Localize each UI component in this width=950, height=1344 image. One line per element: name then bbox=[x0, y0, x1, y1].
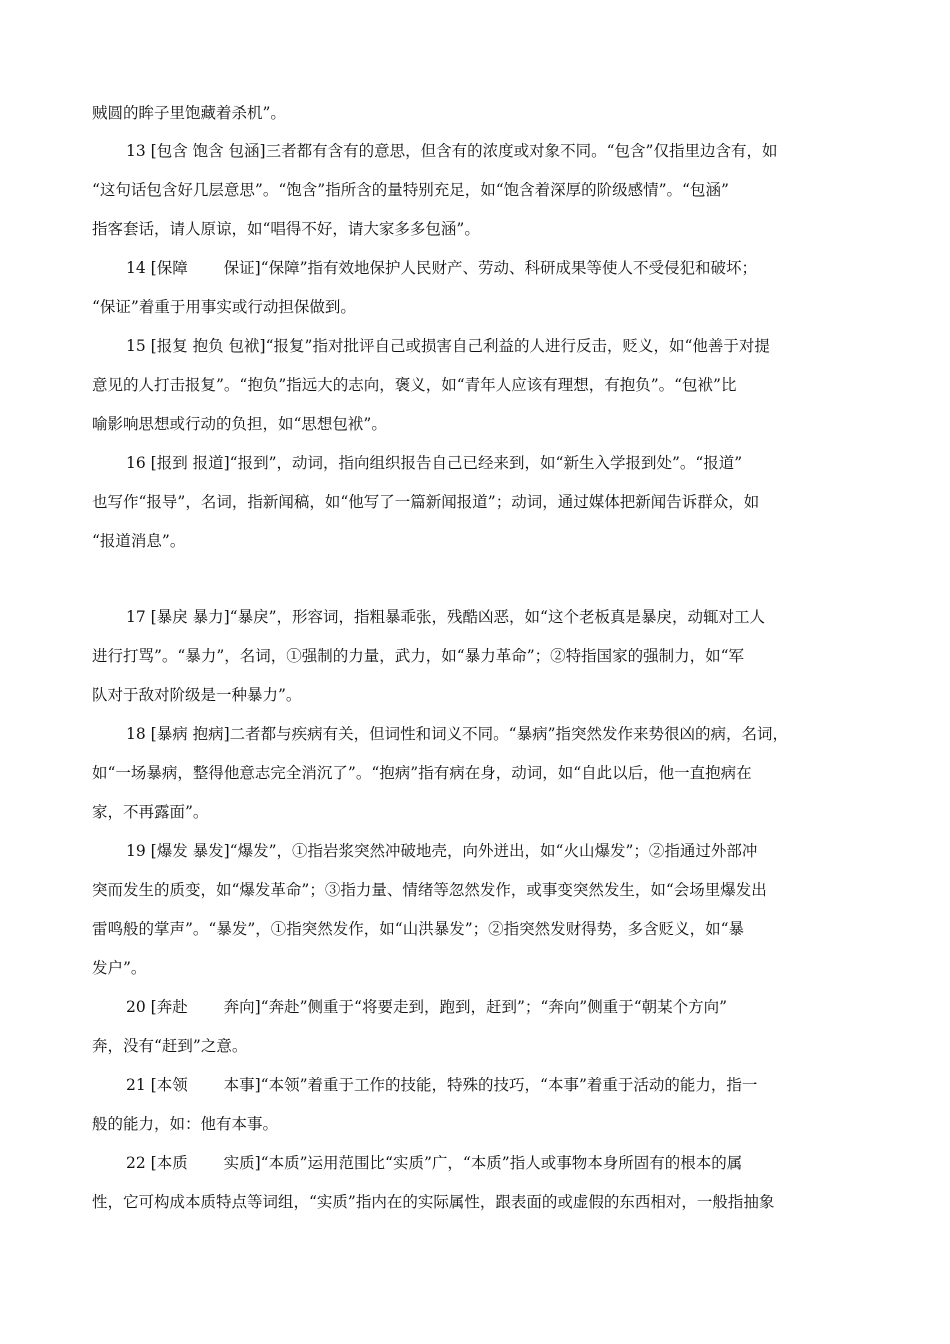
text-line: 进行打骂”。“暴力”，名词，①强制的力量，武力，如“暴力革命”；②特指国家的强制力，如“军 bbox=[92, 647, 745, 665]
text-line: 16 [报到 报道]“报到”，动词，指向组织报告自己已经来到，如“新生入学报到处”。“报道” bbox=[126, 454, 743, 472]
text-line: 15 [报复 抱负 包袱]“报复”指对批评自己或损害自己利益的人进行反击，贬义，如“他善于对提 bbox=[126, 337, 770, 355]
text-line: 17 [暴戾 暴力]“暴戾”，形容词，指粗暴乖张，残酷凶恶，如“这个老板真是暴戾，动辄对工人 bbox=[126, 608, 765, 626]
text-line: 发户”。 bbox=[92, 959, 147, 977]
text-line: 如“一场暴病，整得他意志完全消沉了”。“抱病”指有病在身，动词，如“自此以后，他一直抱病在 bbox=[92, 764, 752, 782]
text-line: 14 [保障 保证]“保障”指有效地保护人民财产、劳动、科研成果等使人不受侵犯和破坏； bbox=[126, 259, 758, 277]
text-line: 21 [本领 本事]“本领”着重于工作的技能，特殊的技巧，“本事”着重于活动的能力，指一 bbox=[126, 1076, 758, 1094]
text-line: 性，它可构成本质特点等词组，“实质”指内在的实际属性，跟表面的或虚假的东西相对，一般指抽象 bbox=[92, 1193, 775, 1211]
text-line: 奔，没有“赶到”之意。 bbox=[92, 1037, 248, 1055]
text-line: 家，不再露面”。 bbox=[92, 803, 209, 821]
text-line: 20 [奔赴 奔向]“奔赴”侧重于“将要走到，跑到，赶到”；“奔向”侧重于“朝某个方向” bbox=[126, 998, 728, 1016]
text-line: 19 [爆发 暴发]“爆发”，①指岩浆突然冲破地壳，向外迸出，如“火山爆发”；②指通过外部冲 bbox=[126, 842, 758, 860]
text-line: “保证”着重于用事实或行动担保做到。 bbox=[92, 298, 356, 316]
text-line: “报道消息”。 bbox=[92, 532, 186, 550]
text-line: 22 [本质 实质]“本质”运用范围比“实质”广，“本质”指人或事物本身所固有的根本的属 bbox=[126, 1154, 743, 1172]
text-line: 意见的人打击报复”。“抱负”指远大的志向，褒义，如“青年人应该有理想，有抱负”。“包袱”比 bbox=[92, 376, 737, 394]
text-line: 般的能力，如：他有本事。 bbox=[92, 1115, 279, 1133]
text-line: 喻影响思想或行动的负担，如“思想包袱”。 bbox=[92, 415, 387, 433]
text-line: 也写作“报导”，名词，指新闻稿，如“他写了一篇新闻报道”；动词，通过媒体把新闻告诉群众，如 bbox=[92, 493, 760, 511]
text-line: 雷鸣般的掌声”。“暴发”，①指突然发作，如“山洪暴发”；②指突然发财得势，多含贬义，如“暴 bbox=[92, 920, 745, 938]
text-line: 18 [暴病 抱病]二者都与疾病有关，但词性和词义不同。“暴病”指突然发作来势很凶的病，名词， bbox=[126, 725, 789, 743]
text-line: 队对于敌对阶级是一种暴力”。 bbox=[92, 686, 302, 704]
text-line: 指客套话，请人原谅，如“唱得不好，请大家多多包涵”。 bbox=[92, 220, 480, 238]
text-line: “这句话包含好几层意思”。“饱含”指所含的量特别充足，如“饱含着深厚的阶级感情”。“包涵” bbox=[92, 181, 729, 199]
text-line: 贼圆的眸子里饱藏着杀机”。 bbox=[92, 104, 286, 122]
text-line: 突而发生的质变，如“爆发革命”；③指力量、情绪等忽然发作，或事变突然发生，如“会场里爆发出 bbox=[92, 881, 767, 899]
text-line: 13 [包含 饱含 包涵]三者都有含有的意思，但含有的浓度或对象不同。“包含”仅指里边含有，如 bbox=[126, 142, 778, 160]
